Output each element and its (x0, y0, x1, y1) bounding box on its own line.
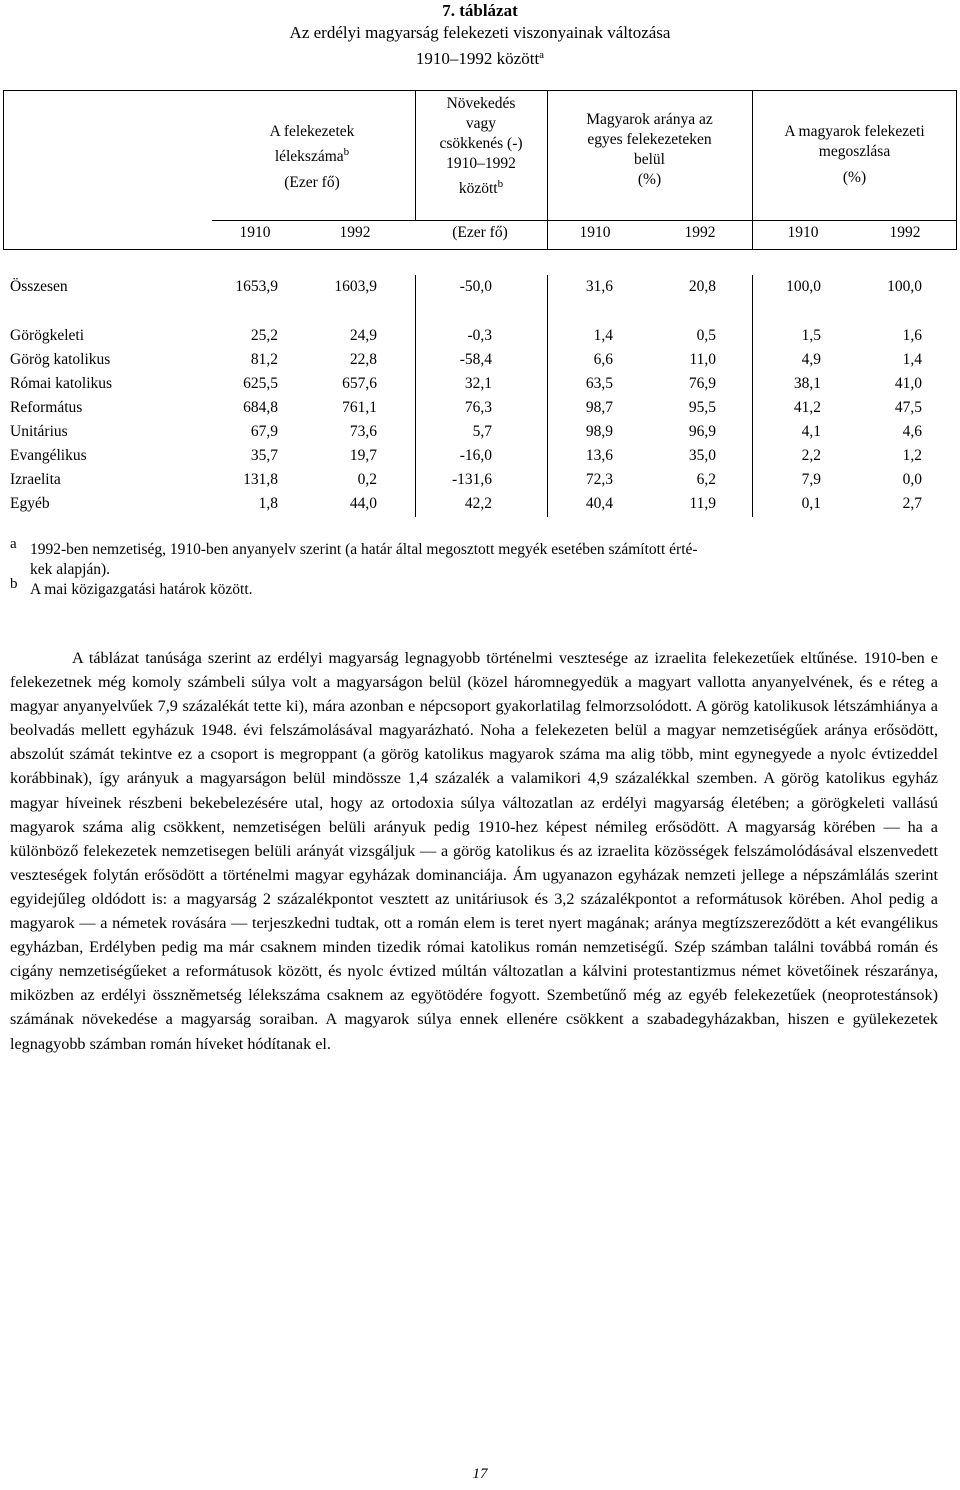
year-header: 1992 (684, 224, 716, 241)
table-cell: 2,7 (902, 495, 922, 512)
table-cell: 67,9 (250, 423, 278, 440)
table-cell: 40,4 (585, 495, 613, 512)
table-cell: 684,8 (243, 399, 278, 416)
footnote-text: kek alapján). (30, 561, 111, 578)
table-cell: 13,6 (585, 447, 613, 464)
table-cell: 24,9 (349, 327, 377, 344)
table-cell: -16,0 (459, 447, 492, 464)
table-cell: 4,1 (801, 423, 821, 440)
table-cell: 19,7 (349, 447, 377, 464)
year-header: 1910 (579, 224, 611, 241)
table-cell: 31,6 (585, 278, 613, 295)
header-text: A felekezetek (269, 123, 355, 140)
footnotes (10, 536, 940, 600)
table-cell: 1653,9 (235, 278, 278, 295)
row-label: Összesen (10, 278, 68, 295)
table-cell: 4,6 (902, 423, 922, 440)
table-cell: -131,6 (451, 471, 492, 488)
table-cell: -0,3 (467, 327, 492, 344)
table-cell: 131,8 (243, 471, 278, 488)
footnote-mark: b (10, 576, 18, 592)
row-label: Református (10, 399, 83, 416)
header-population (212, 122, 412, 193)
table-cell: 95,5 (688, 399, 716, 416)
table-cell: 35,0 (688, 447, 716, 464)
header-text-part: lélekszáma (274, 148, 344, 165)
year-header: 1910 (787, 224, 819, 241)
table-cell: 100,0 (786, 278, 821, 295)
footnote-text: A mai közigazgatási határok között. (30, 581, 253, 598)
table-cell: 22,8 (349, 351, 377, 368)
footnote-mark-a: a (539, 49, 545, 61)
footnote-mark-b: b (343, 146, 350, 158)
header-text (415, 174, 547, 199)
table-title: Az erdélyi magyarság felekezeti viszonyainak változása (289, 23, 671, 42)
table-cell: 0,5 (696, 327, 716, 344)
table-period-text: 1910–1992 között (415, 49, 540, 68)
table-cell: 98,7 (585, 399, 613, 416)
table-cell: 32,1 (464, 375, 492, 392)
table-cell: 6,6 (593, 351, 613, 368)
table-cell: 42,2 (464, 495, 492, 512)
header-text: Növekedés (446, 95, 516, 112)
table-cell: 76,9 (688, 375, 716, 392)
table-number: 7. táblázat (442, 1, 518, 20)
header-text: A magyarok felekezeti (784, 123, 925, 140)
header-text: 1910–1992 (446, 155, 516, 172)
footnote-mark: a (10, 536, 17, 552)
table-cell: 0,1 (801, 495, 821, 512)
page-number: 17 (472, 1466, 488, 1482)
row-label: Görög katolikus (10, 351, 111, 368)
table-row (0, 471, 960, 495)
table-cell: 47,5 (894, 399, 922, 416)
year-header: 1910 (239, 224, 271, 241)
table-cell: 625,5 (243, 375, 278, 392)
footnote-a (10, 536, 940, 580)
table-cell: 1,4 (902, 351, 922, 368)
row-label: Unitárius (10, 423, 68, 440)
table-row (0, 495, 960, 519)
table-row (0, 327, 960, 351)
table-cell: 11,0 (689, 351, 716, 368)
table-cell: 0,0 (902, 471, 922, 488)
table-cell: 38,1 (793, 375, 821, 392)
table-row (0, 399, 960, 423)
table-cell: 1603,9 (334, 278, 377, 295)
unit-header: (Ezer fő) (452, 224, 508, 241)
table-cell: 2,2 (801, 447, 821, 464)
header-text: (%) (842, 169, 867, 186)
table-cell: 96,9 (688, 423, 716, 440)
table-cell: 81,2 (250, 351, 278, 368)
table-cell: 72,3 (585, 471, 613, 488)
table-cell: 98,9 (585, 423, 613, 440)
row-label: Egyéb (10, 495, 50, 512)
table-cell: 35,7 (250, 447, 278, 464)
table-cell: 657,6 (342, 375, 377, 392)
table-cell: 1,2 (902, 447, 922, 464)
footnote-mark-b: b (497, 178, 504, 190)
table-cell: 1,6 (902, 327, 922, 344)
table-row (0, 351, 960, 375)
table-row-total (0, 278, 960, 302)
table-cell: 25,2 (250, 327, 278, 344)
table-period (0, 44, 960, 70)
table-title-block (0, 0, 960, 70)
header-text: (%) (637, 171, 662, 188)
header-text (212, 142, 412, 167)
header-text: (Ezer fő) (284, 174, 340, 191)
table-cell: 20,8 (688, 278, 716, 295)
table-cell: 0,2 (357, 471, 377, 488)
table-cell: 63,5 (585, 375, 613, 392)
table-cell: 1,8 (258, 495, 278, 512)
table-cell: 44,0 (349, 495, 377, 512)
header-text-part: között (458, 180, 498, 197)
table-cell: 41,0 (894, 375, 922, 392)
table-cell: 76,3 (464, 399, 492, 416)
table-cell: 1,5 (801, 327, 821, 344)
row-label: Evangélikus (10, 447, 87, 464)
body-text (10, 646, 938, 1056)
table-cell: 7,9 (801, 471, 821, 488)
header-text: megoszlása (818, 143, 891, 160)
year-header: 1992 (339, 224, 371, 241)
table-cell: -58,4 (459, 351, 492, 368)
year-header: 1992 (889, 224, 921, 241)
footnote-b (10, 576, 940, 600)
header-distribution (752, 122, 957, 188)
table-row (0, 423, 960, 447)
row-label: Görögkeleti (10, 327, 85, 344)
row-label: Római katolikus (10, 375, 113, 392)
table-cell: -50,0 (459, 278, 492, 295)
table-cell: 1,4 (593, 327, 613, 344)
header-text: vagy (465, 115, 497, 132)
table-row (0, 447, 960, 471)
footnote-text: 1992-ben nemzetiség, 1910-ben anyanyelv szerint (a határ által megosztott megyék esetében számított érté- (30, 541, 698, 558)
header-text: egyes felekezeteken (587, 131, 712, 148)
table-cell: 5,7 (472, 423, 492, 440)
row-label: Izraelita (10, 471, 61, 488)
header-hungarian-share (547, 110, 752, 190)
table-cell: 6,2 (696, 471, 716, 488)
body-paragraph: A táblázat tanúsága szerint az erdélyi magyarság legnagyobb történelmi vesztesége az izraelita felekezetűek eltűnése. 1910-ben e felekezetnek még komoly számbeli súlya volt a magyarságon belül (közel háromnegyedük a magyart vallotta anyanyelvének, és e réteg a magyar anyanyelvűek 7,9 százalékát tette ki), mára azonban e népcsoport gyakorlatilag felmorzsolódott. A görög katolikusok létszámhiánya a beolvadás mellett egyházuk 1948. évi felszámolásával magyarázható. Noha a felekezeten belül a magyar nemzetiségűek aránya erősödött, abszolút számát tekintve ez a csoport is megroppant (a görög katolikus magyarok száma ma alig több, mint egynegyede a nyolc évtizeddel korábbinak), így arányuk a magyarságon belül mindössze 1,4 százalék a valamikori 4,9 százalékkal szemben. A görög katolikus egyház magyar híveinek részbeni bekebelezésére utal, hogy az ortodoxia súlya változatlan az erdélyi magyarság életében; a görögkeleti vallású magyarok száma alig csökkent, nemzetiségen belüli arányuk pedig 1910-hez képest némileg erősödött. A magyarság körében — ha a különböző felekezetek nemzetisegen belüli arányát vizsgáljuk — a görög katolikus és az izraelita közösségek felszámolódásával elszenvedett veszteségek folytán erősödött a történelmi magyar egyházak dominanciája. Ám ugyanazon egyházak nemzeti jellege a népszámlálás szerint egyidejűleg oldódott is: a magyarság 2 százalékpontot vesztett az unitáriusok és 3,2 százalékpontot a reformátusok körében. Ahol pedig a magyarok — a németek rovására — terjeszkedni tudtak, ott a román elem is teret nyert magának; aránya megtízszereződött a két evangélikus egyházban, Erdélyben pedig ma már csaknem minden tizedik római katolikus román nemzetiségű. Szép számban találni továbbá román és cigány nemzetiségűeket a reformátusok között, és nyolc évtized múltán változatlan a kálvini protestantizmus német követőinek részaránya, miközben az erdélyi összněmetség lélekszáma csaknem az egyötödére fogyott. Szembetűnő még az egyéb felekezetűek (neoprotestánsok) számának növekedése a magyarság soraiban. A magyarok súlya ennek ellenére csökkent a szabadegyházakban, hiszen e gyülekezetek legnagyobb számban román híveket hódítanak el. (10, 649, 938, 1053)
table-cell: 73,6 (349, 423, 377, 440)
header-subline (212, 220, 957, 221)
table-cell: 4,9 (801, 351, 821, 368)
table-row (0, 375, 960, 399)
table-cell: 41,2 (793, 399, 821, 416)
table-cell: 100,0 (887, 278, 922, 295)
header-text: belül (634, 151, 665, 168)
table-cell: 761,1 (342, 399, 377, 416)
header-change (415, 94, 547, 199)
table-cell: 11,9 (689, 495, 716, 512)
header-text: Magyarok aránya az (586, 111, 713, 128)
header-text: csökkenés (-) (439, 135, 523, 152)
